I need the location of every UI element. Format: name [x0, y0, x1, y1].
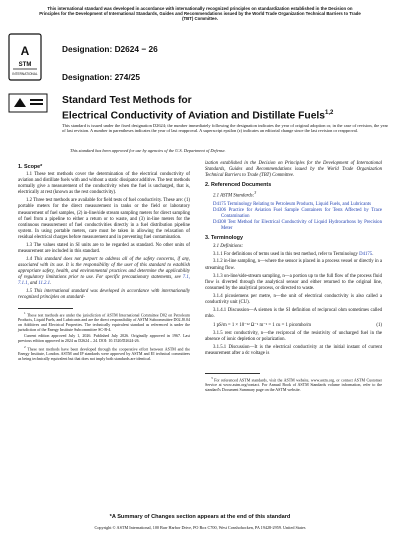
designation-label: Designation: [62, 44, 113, 54]
para-3-1-3: 3.1.3 on-line/side-stream sampling, n—a portion up to the full flow of the process fluid flow is diverted through the analytical sensor and either returned to the original line, consumed by the analytical process, or directed to waste. [205, 273, 382, 291]
document-title [62, 95, 390, 122]
link-7-1[interactable]: 7.1, 7.1.1, [18, 275, 190, 287]
para-3-1-4: 3.1.4 picosiemens per metre, n—the unit of electrical conductivity is also called a conductivity unit (CU). [205, 293, 382, 305]
footnote-1: $^1$ These test methods are under the jurisdiction of ASTM International Committee D02 on Petroleum Products, Liquid Fuels, and Lubricants and are the direct responsibility of ASTM Subcommittee D02.J0.04 on Additives and Electrical Properties. The technically equivalent standard as referenced is under the jurisdiction of the Energy Institute Subcommittee SC-B-4. [18, 310, 190, 332]
footnote-1b: Current edition approved July 1, 2026. Published July 2026. Originally approved in 1967. Last previous edition approved in 2024 as D2624 – 24. DOI: 10.1520/D2624-26. [18, 332, 190, 343]
ref-item-0[interactable]: D4175 Terminology Relating to Petroleum Products, Liquid Fuels, and Lubricants [213, 201, 372, 207]
para-1-2: 1.2 Three test methods are available for field tests of fuel conductivity. These are: (1) portable meters for the direct measurement in tanks or the field or laboratory measurement of fuel samples, (2) in-line/side stream sampling meters for direct sampling of fuel from a pipeline to either a return or to waste, and (3) in-line meters for the continuous measurement of fuel conductivities directly in a fuel distribution pipeline system. In using portable meters, care must be taken in allowing the relaxation of residual electrical charges before measurement and in preventing fuel contamination. [18, 198, 190, 240]
energy-institute-logo [8, 93, 48, 113]
link-d4175[interactable]: D4175 [359, 251, 373, 257]
svg-text:A: A [20, 44, 30, 58]
issuance-note: This standard is issued under the fixed designation D2624; the number immediately following the designation indicates the year of original adoption or, in the case of revision, the year of last revision. A number in parentheses indicates the year of last reapproval. A superscript epsilon (ε) indicates an editorial change since the last revision or reapproval. [62, 123, 388, 134]
left-footnotes [18, 311, 190, 362]
designation-ip [62, 72, 140, 82]
equation-number: (1) [376, 322, 382, 328]
right-column [205, 161, 382, 394]
designation-ip-label: Designation: [62, 72, 113, 82]
para-3-1-5-1: 3.1.5.1 Discussion—It is the electrical conductivity at the initial instant of current measurement after a dc voltage is [205, 345, 382, 357]
para-3-1: 3.1 Definitions: [213, 243, 244, 249]
ref-item-2[interactable]: D4308 Test Method for Electrical Conductivity of Liquid Hydrocarbons by Precision Meter [213, 220, 382, 232]
copyright-line: Copyright © ASTM International, 100 Barr Harbor Drive, PO Box C700, West Conshohocken, PA 19428-2959. United States [94, 525, 306, 530]
ref-item-1[interactable]: D4306 Practice for Aviation Fuel Sample Containers for Tests Affected by Trace Contamination [213, 208, 383, 220]
para-2-1: 2.1 ASTM Standards:$^3$ [213, 190, 257, 199]
title-line-2: Electrical Conductivity of Aviation and Distillate Fuels$^{1,2}$ [62, 110, 334, 122]
section-referenced-heading: 2. Referenced Documents [205, 182, 272, 189]
dod-endorsement: This standard has been approved for use by agencies of the U.S. Department of Defense. [70, 148, 226, 153]
footnote-divider-right [205, 373, 260, 374]
para-1-3: 1.3 The values stated in SI units are to be regarded as standard. No other units of measurement are included in this standard. [18, 242, 190, 254]
designation-ip-value: 274/25 [114, 72, 140, 82]
equation-1 [205, 322, 382, 331]
para-1-5: 1.5 This international standard was developed in accordance with internationally recognized principles on standard- [18, 289, 190, 301]
para-1-5-cont: ization established in the Decision on Principles for the Development of International Standards, Guides and Recommendations issued by the World Trade Organization Technical Barriers to Trade (TBT) Committee. [205, 161, 382, 179]
para-1-1: 1.1 These test methods cover the determination of the electrical conductivity of aviation and distillate fuels with and without a static dissipator additive. The test methods normally give a measurement of the conductivity when the fuel is uncharged, that is, electrically at rest (known as the rest conductivity). [18, 172, 190, 196]
equation-text: 1 pS/m = 1 × 10⁻¹² Ω⁻¹ m⁻¹ = 1 cu = 1 picomho/m [213, 322, 311, 328]
section-terminology-heading: 3. Terminology [205, 235, 243, 242]
footnote-3: $^3$ For referenced ASTM standards, visit the ASTM website, www.astm.org, or contact ASTM Customer Service at www.astm.org/contact. For Annual Book of ASTM Standards volume information, refer to the standard's Document Summary page on the ASTM website. [205, 375, 382, 392]
para-3-1-5: 3.1.5 rest conductivity, n—the reciprocal of the resistivity of uncharged fuel in the absence of ionic depletion or polarization. [205, 330, 382, 343]
link-11-2-1[interactable]: 11.2.1 [38, 281, 51, 287]
designation-astm [62, 44, 158, 54]
para-3-1-4-1: 3.1.4.1 Discussion—A siemen is the SI definition of reciprocal ohm sometimes called mho. [205, 307, 382, 319]
designation-value: D2624 − 26 [114, 44, 158, 54]
astm-logo [8, 33, 42, 81]
left-column [18, 161, 190, 363]
para-1-4: 1.4 This standard does not purport to address all of the safety concerns, if any, associated with its use. It is the responsibility of the user of this standard to establish appropriate safety, health, and environmental practices and determine the applicability of regulatory limitations prior to use. For specific precautionary statements, see 7.1, 7.1.1, and 11.2.1. [18, 256, 190, 287]
wto-notice: This international standard was developed in accordance with internationally recognized principles on standardization established in the Decision on Principles for the Development of International Standards, Guides and Recommendations issued by the World Trade Organization Technical Barriers to Trade (TBT) Committee. [39, 6, 361, 21]
footnote-divider [18, 308, 73, 309]
right-footnotes [205, 376, 382, 393]
section-scope-heading: 1. Scope* [18, 164, 43, 170]
title-line-1: Standard Test Methods for [62, 95, 192, 106]
summary-of-changes-note: *A Summary of Changes section appears at the end of this standard [109, 514, 291, 520]
svg-text:INTERNATIONAL: INTERNATIONAL [12, 72, 38, 76]
para-3-1-1: 3.1.1 For definitions of terms used in this test method, refer to Terminology D4175. [213, 251, 374, 257]
reference-list [205, 202, 382, 232]
footnote-2: $^2$ These test methods have been developed through the cooperative effort between ASTM and the Energy Institute, London. ASTM and IP standards were approved by ASTM and EI technical committees as being technically equivalent but that does not imply both standards are identical. [18, 344, 190, 361]
svg-text:STM: STM [18, 62, 32, 68]
para-3-1-2: 3.1.2 in-line sampling, n—where the sensor is placed in a process vessel or directly in a streaming flow. [205, 259, 382, 271]
